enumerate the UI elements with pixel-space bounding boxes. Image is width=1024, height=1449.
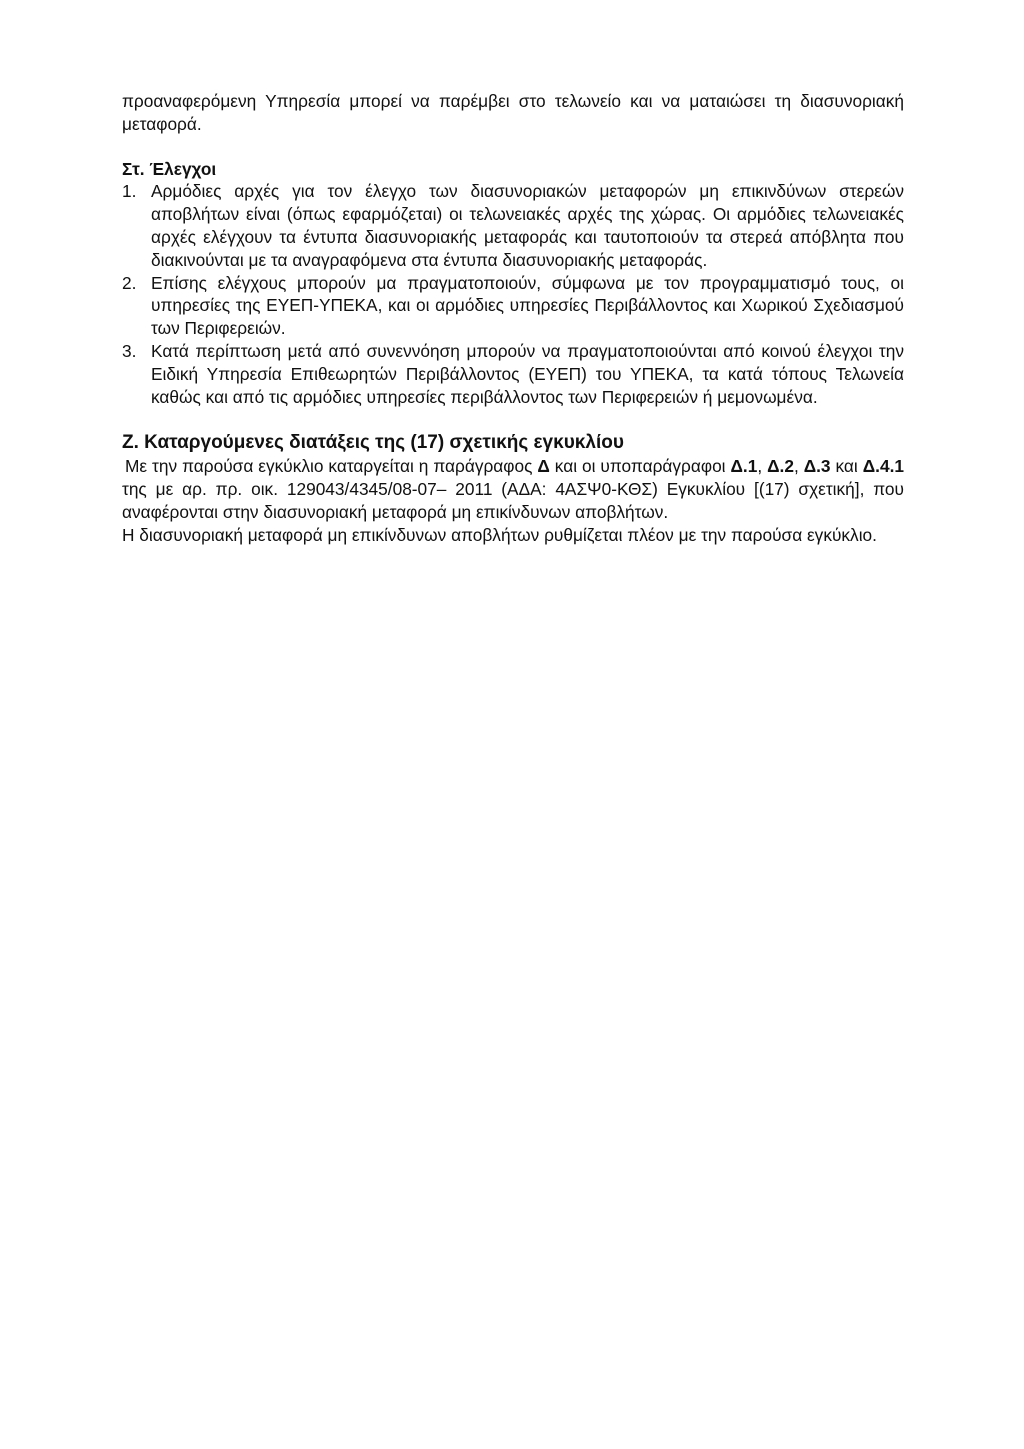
section-st-heading: Στ. Έλεγχοι bbox=[122, 158, 217, 179]
list-item-number: 2. bbox=[122, 272, 137, 293]
list-item bbox=[122, 340, 904, 408]
intro-paragraph: προαναφερόμενη Υπηρεσία μπορεί να παρέμβει στο τελωνείο και να ματαιώσει τη διασυνοριακή μεταφορά. bbox=[122, 91, 904, 134]
list-item bbox=[122, 180, 904, 271]
document-body bbox=[122, 90, 904, 547]
repeal-text-3: , bbox=[757, 456, 768, 477]
repeal-text-5: και bbox=[830, 456, 863, 477]
controls-list bbox=[122, 180, 904, 408]
list-item-number: 1. bbox=[122, 181, 137, 202]
repeal-ref-d41: Δ.4.1 bbox=[862, 456, 904, 477]
regulation-paragraph: Η διασυνοριακή μεταφορά μη επικίνδυνων αποβλήτων ρυθμίζεται πλέον με την παρούσα εγκύκλιο. bbox=[122, 524, 877, 545]
list-item-number: 3. bbox=[122, 340, 137, 361]
section-z-heading: Ζ. Καταργούμενες διατάξεις της (17) σχετικής εγκυκλίου bbox=[122, 432, 624, 454]
repeal-text-4: , bbox=[793, 456, 804, 477]
repeal-text-2: και οι υποπαράγραφοι bbox=[549, 456, 731, 477]
repeal-paragraph bbox=[122, 455, 904, 523]
repeal-ref-d2: Δ.2 bbox=[767, 456, 794, 477]
repeal-ref-d3: Δ.3 bbox=[803, 456, 831, 477]
list-item bbox=[122, 272, 904, 340]
list-item-text: Αρμόδιες αρχές για τον έλεγχο των διασυνοριακών μεταφορών μη επικινδύνων στερεών αποβλήτων είναι (όπως εφαρμόζεται) οι τελωνειακές αρχές της χώρας. Οι αρμόδιες τελωνειακές αρχές ελέγχουν τα έντυπα διασυνοριακής μεταφοράς και ταυτοποιούν τα στερεά απόβλητα που διακινούνται με τα αναγραφόμενα στα έντυπα διασυνοριακής μεταφοράς. bbox=[151, 181, 904, 270]
list-item-text: Επίσης ελέγχους μπορούν μα πραγματοποιούν, σύμφωνα με τον προγραμματισμό τους, οι υπηρεσίες της ΕΥΕΠ-ΥΠΕΚΑ, και οι αρμόδιες υπηρεσίες Περιβάλλοντος και Χωρικού Σχεδιασμού των Περιφερειών. bbox=[151, 272, 904, 339]
repeal-text-1: Με την παρούσα εγκύκλιο καταργείται η παράγραφος bbox=[125, 456, 538, 477]
repeal-ref-d1: Δ.1 bbox=[730, 456, 758, 477]
repeal-ref-d: Δ bbox=[537, 456, 550, 477]
repeal-text-6: της με αρ. πρ. οικ. 129043/4345/08-07– 2011 (ΑΔΑ: 4ΑΣΨ0-ΚΘΣ) Εγκυκλίου [(17) σχετική], που αναφέρονται στην διασυνοριακή μεταφορά μη επικίνδυνων αποβλήτων. bbox=[122, 479, 904, 522]
list-item-text: Κατά περίπτωση μετά από συνεννόηση μπορούν να πραγματοποιούνται από κοινού έλεγχοι την Ειδική Υπηρεσία Επιθεωρητών Περιβάλλοντος (ΕΥΕΠ) του ΥΠΕΚΑ, τα κατά τόπους Τελωνεία καθώς και από τις αρμόδιες υπηρεσίες περιβάλλοντος των Περιφερειών ή μεμονωμένα. bbox=[151, 340, 904, 407]
